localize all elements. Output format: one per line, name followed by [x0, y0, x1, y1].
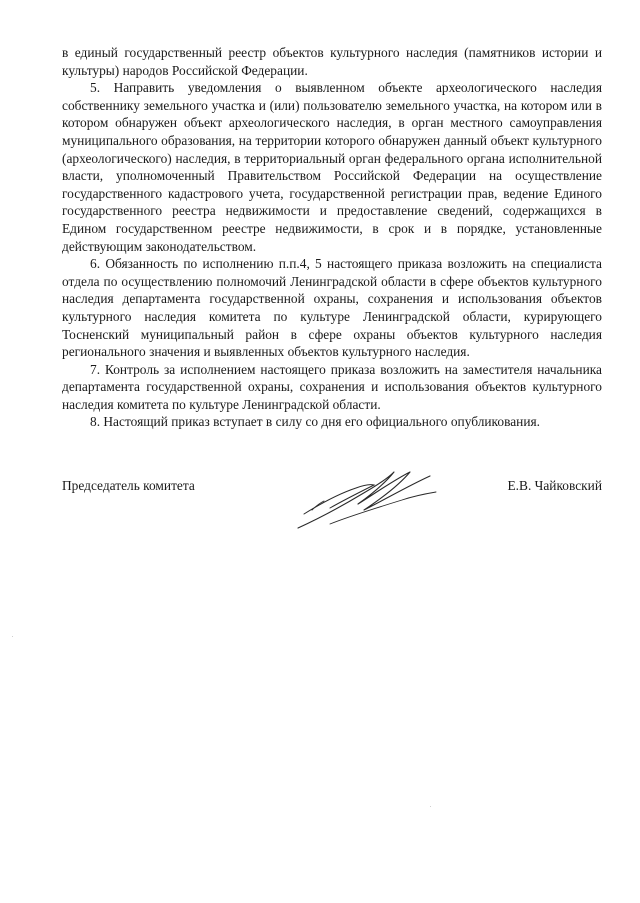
paragraph-item-7: 7. Контроль за исполнением настоящего приказа возложить на заместителя начальника департамента государственной охраны, сохранения и использования объектов культурного наследия комитета по культуре Ленинградской области.	[62, 361, 602, 412]
paragraph-item-5: 5. Направить уведомления о выявленном объекте археологического наследия собственнику земельного участка и (или) пользователю земельного участка, на котором или в котором обнаружен объект археологического наследия, в орган местного самоуправления муниципального образования, на территории которого обнаружен данный объект культурного (археологического) наследия, в территориальный орган федерального органа исполнительной власти, уполномоченный Правительством Российской Федерации на осуществление государственного кадастрового учета, государственной регистрации прав, ведение Единого государственного реестра недвижимости и предоставление сведений, содержащихся в Едином государственном реестре недвижимости, в срок и в порядке, установленные действующим законодательством.	[62, 80, 602, 254]
scan-speck	[12, 636, 13, 637]
signatory-name: Е.В. Чайковский	[507, 478, 602, 493]
signatory-title: Председатель комитета	[62, 478, 195, 493]
scan-speck	[430, 806, 431, 807]
paragraph-continuation: в единый государственный реестр объектов культурного наследия (памятников истории и культуры) народов Российской Федерации.	[62, 45, 602, 78]
paragraph-item-8: 8. Настоящий приказ вступает в силу со дня его официального опубликования.	[90, 414, 540, 430]
paragraph-item-6: 6. Обязанность по исполнению п.п.4, 5 настоящего приказа возложить на специалиста отдела по осуществлению полномочий Ленинградской области в сфере объектов культурного наследия департамента государственной охраны, сохранения и использования объектов культурного наследия комитета по культуре Ленинградской области, курирующего Тосненский муниципальный район в сфере охраны объектов культурного наследия регионального значения и выявленных объектов культурного наследия.	[62, 256, 602, 360]
document-body	[62, 44, 602, 431]
handwritten-signature	[290, 466, 440, 536]
